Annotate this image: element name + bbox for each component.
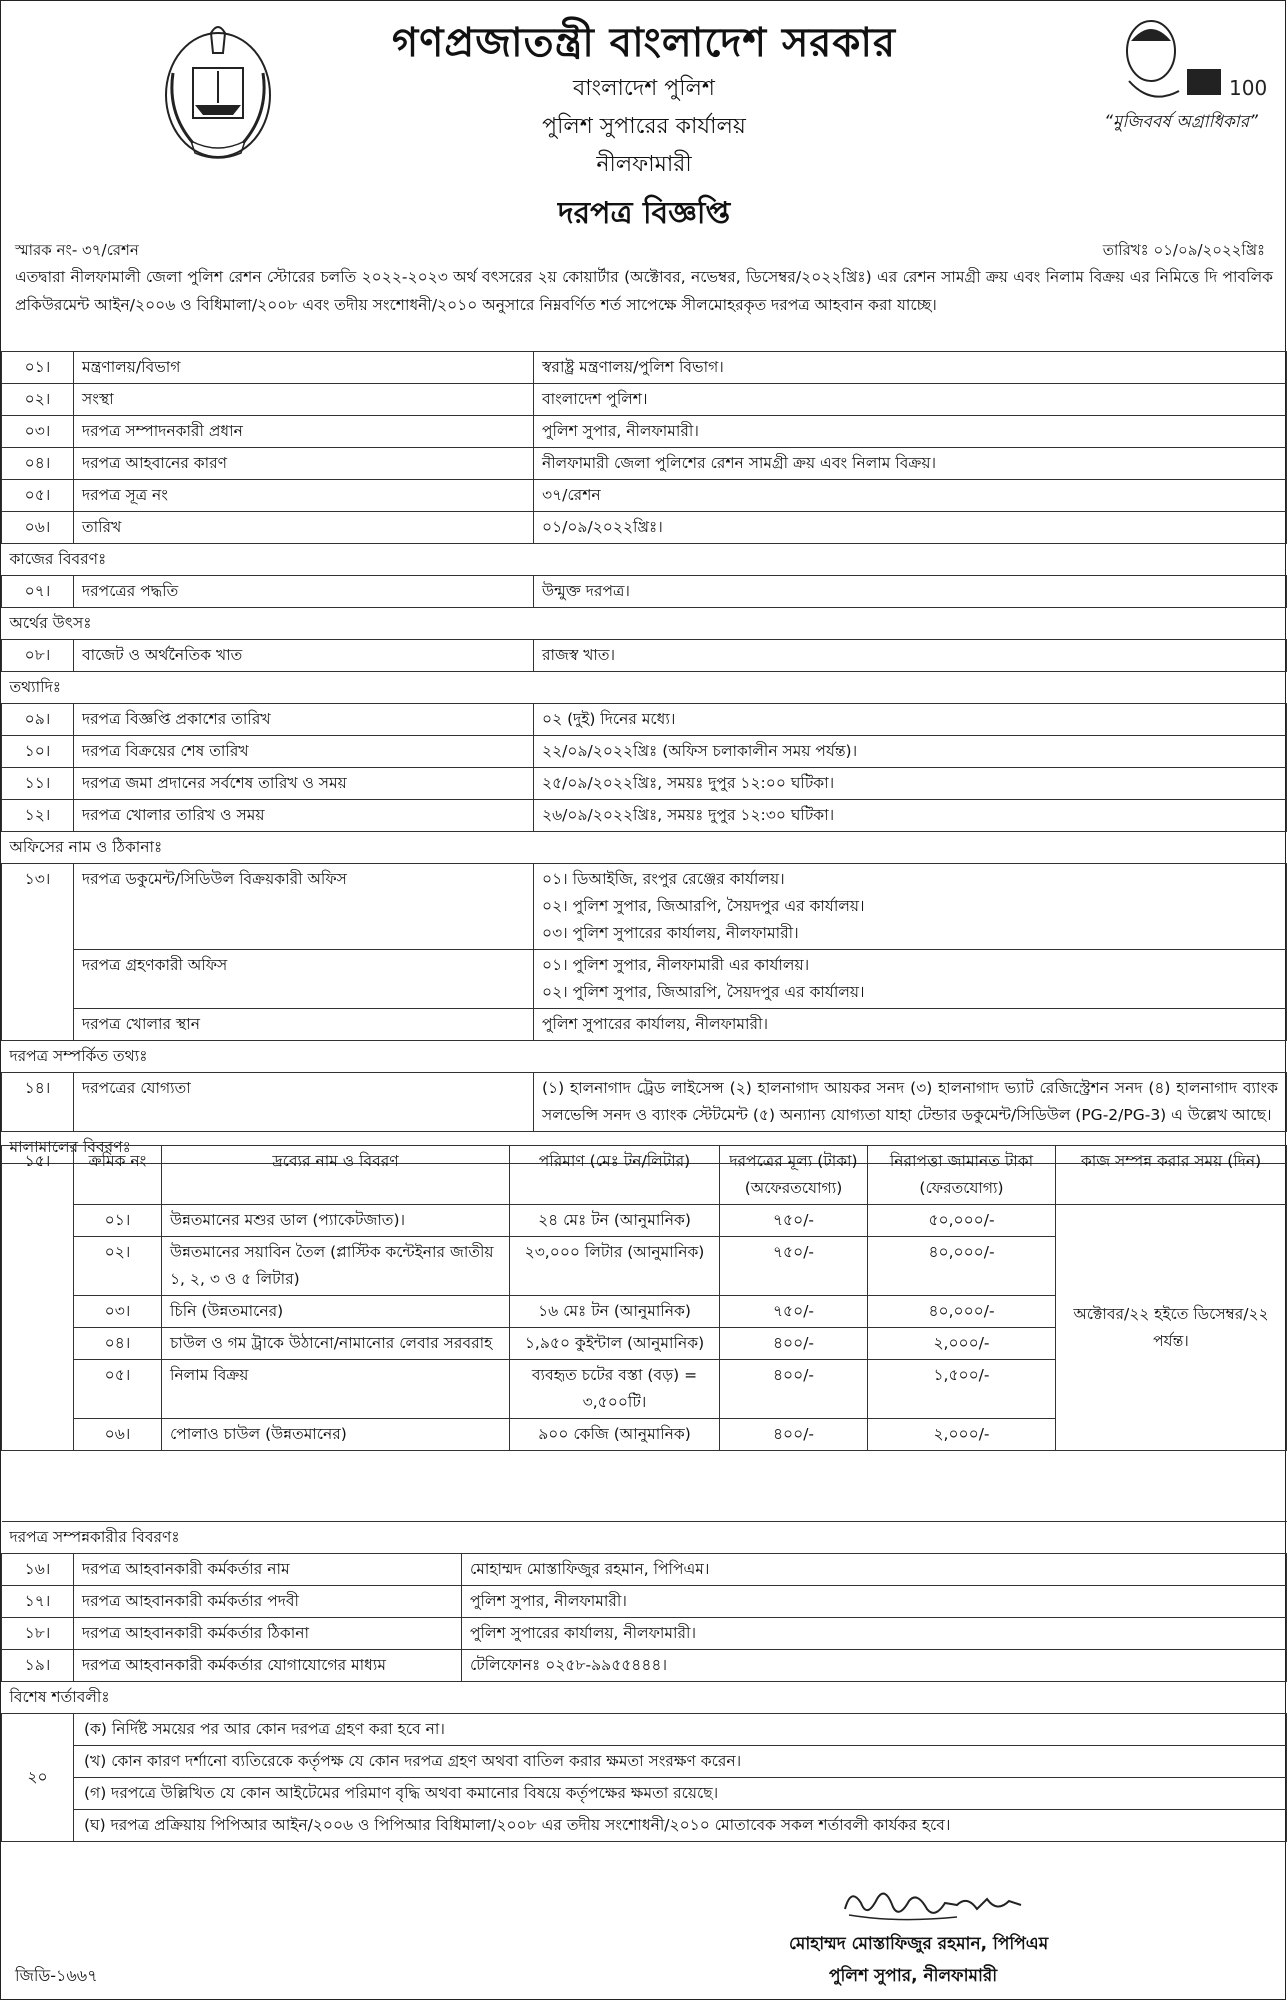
item-price: ৭৫০/- <box>720 1296 868 1328</box>
office-line: ০১। পুলিশ সুপার, নীলফামারী এর কার্যালয়। <box>542 956 810 974</box>
row-key: দরপত্র খোলার তারিখ ও সময় <box>74 800 534 832</box>
table-row <box>2 1586 1287 1618</box>
table-row <box>2 352 1287 384</box>
row-value: মোহাম্মদ মোস্তাফিজুর রহমান, পিপিএম। <box>462 1554 1287 1586</box>
item-qty: ৯০০ কেজি (আনুমানিক) <box>510 1419 720 1451</box>
section-heading-row <box>2 608 1287 640</box>
row-number: ০৪। <box>2 448 74 480</box>
table-row <box>2 1073 1287 1132</box>
table-row <box>2 768 1287 800</box>
item-qty: ১,৯৫০ কুইন্টাল (আনুমানিক) <box>510 1328 720 1360</box>
section-heading: কাজের বিবরণঃ <box>2 544 1287 576</box>
item-qty: ২৪ মেঃ টন (আনুমানিক) <box>510 1205 720 1237</box>
table-row <box>2 1650 1287 1682</box>
row-key: দরপত্র বিজ্ঞপ্তি প্রকাশের তারিখ <box>74 704 534 736</box>
tender-info-table <box>1 351 1287 1164</box>
table-row <box>2 950 1287 1009</box>
row-key: দরপত্র গ্রহণকারী অফিস <box>74 950 534 1009</box>
table-row <box>2 1205 1287 1237</box>
row-value: ০১/০৯/২০২২খ্রিঃ। <box>534 512 1287 544</box>
office-title: পুলিশ সুপারের কার্যালয় <box>542 114 746 139</box>
table-row <box>2 448 1287 480</box>
item-sl: ০৫। <box>74 1360 162 1419</box>
row-key: দরপত্র জমা প্রদানের সর্বশেষ তারিখ ও সময় <box>74 768 534 800</box>
item-security: ৪০,০০০/- <box>868 1237 1056 1296</box>
signatory-designation: পুলিশ সুপার, নীলফামারী <box>829 1966 998 1986</box>
table-row <box>2 864 1287 950</box>
row-key: দরপত্র আহবানকারী কর্মকর্তার পদবী <box>74 1586 462 1618</box>
row-key: দরপত্র সম্পাদনকারী প্রধান <box>74 416 534 448</box>
table-row <box>2 576 1287 608</box>
row-key: দরপত্র ডকুমেন্ট/সিডিউল বিক্রয়কারী অফিস <box>74 864 534 950</box>
item-name: চিনি (উন্নতমানের) <box>162 1296 510 1328</box>
item-security: ৪০,০০০/- <box>868 1296 1056 1328</box>
section-heading: মালামালের বিবরণঃ <box>2 1132 1287 1164</box>
item-name: চাউল ও গম ট্রাকে উঠানো/নামানোর লেবার সরবরাহ <box>162 1328 510 1360</box>
section-heading-row <box>2 832 1287 864</box>
item-name: পোলাও চাউল (উন্নতমানের) <box>162 1419 510 1451</box>
row-value <box>534 864 1287 950</box>
section-heading: অফিসের নাম ও ঠিকানাঃ <box>2 832 1287 864</box>
row-value: পুলিশ সুপার, নীলফামারী। <box>534 416 1287 448</box>
item-qty: ব্যবহৃত চটের বস্তা (বড়) = ৩,৫০০টি। <box>510 1360 720 1419</box>
item-sl: ০৪। <box>74 1328 162 1360</box>
row-number: ১৭। <box>2 1586 74 1618</box>
section-heading: অর্থের উৎসঃ <box>2 608 1287 640</box>
completion-time: অক্টোবর/২২ হইতে ডিসেম্বর/২২ পর্যন্ত। <box>1056 1205 1287 1451</box>
svg-text:100: 100 <box>1229 76 1268 100</box>
section-heading-row <box>2 1682 1287 1714</box>
table-row <box>2 384 1287 416</box>
col-header-qty: পরিমাণ (মেঃ টন/লিটার) <box>510 1146 720 1205</box>
row-number: ০১। <box>2 352 74 384</box>
office-line: ০১। ডিআইজি, রংপুর রেঞ্জের কার্যালয়। <box>542 870 785 888</box>
item-name: উন্নতমানের মশুর ডাল (প্যাকেটজাত)। <box>162 1205 510 1237</box>
row-number: ১৫। <box>2 1146 74 1451</box>
row-value: রাজস্ব খাত। <box>534 640 1287 672</box>
item-security: ২,০০০/- <box>868 1328 1056 1360</box>
section-heading-row <box>2 672 1287 704</box>
row-value: পুলিশ সুপারের কার্যালয়, নীলফামারী। <box>462 1618 1287 1650</box>
section-heading: তথ্যাদিঃ <box>2 672 1287 704</box>
item-sl: ০২। <box>74 1237 162 1296</box>
row-number: ০৩। <box>2 416 74 448</box>
row-number: ১৮। <box>2 1618 74 1650</box>
item-qty: ২৩,০০০ লিটার (আনুমানিক) <box>510 1237 720 1296</box>
term-item: (ঘ) দরপত্র প্রক্রিয়ায় পিপিআর আইন/২০০৬ ও পিপিআর বিধিমালা/২০০৮ এর তদীয় সংশোধনী/২০১০ মোতাবেক সকল শর্তাবলী কার্যকর হবে। <box>84 1816 951 1834</box>
row-value: ০২ (দুই) দিনের মধ্যে। <box>534 704 1287 736</box>
term-item: (ক) নির্দিষ্ট সময়ের পর আর কোন দরপত্র গ্রহণ করা হবে না। <box>74 1714 1286 1746</box>
row-value: পুলিশ সুপার, নীলফামারী। <box>462 1586 1287 1618</box>
row-number: ০৭। <box>2 576 74 608</box>
memo-number: স্মারক নং- ৩৭/রেশন <box>15 241 139 259</box>
table-row <box>2 800 1287 832</box>
row-number: ১২। <box>2 800 74 832</box>
goods-table <box>1 1145 1287 1451</box>
notice-date: তারিখঃ ০১/০৯/২০২২খ্রিঃ <box>1102 241 1265 259</box>
row-value: পুলিশ সুপারের কার্যালয়, নীলফামারী। <box>534 1009 1287 1041</box>
section-heading: দরপত্র সম্পর্কিত তথ্যঃ <box>2 1041 1287 1073</box>
row-key: মন্ত্রণালয়/বিভাগ <box>74 352 534 384</box>
row-key: দরপত্র খোলার স্থান <box>74 1009 534 1041</box>
item-sl: ০১। <box>74 1205 162 1237</box>
col-header-name: দ্রব্যের নাম ও বিবরণ <box>162 1146 510 1205</box>
table-row <box>2 512 1287 544</box>
item-security: ১,৫০০/- <box>868 1360 1056 1419</box>
row-number: ২০ <box>2 1714 74 1842</box>
row-number: ০৮। <box>2 640 74 672</box>
notice-title: দরপত্র বিজ্ঞপ্তি <box>557 196 731 231</box>
row-number: ০৯। <box>2 704 74 736</box>
item-sl: ০৬। <box>74 1419 162 1451</box>
office-line: ০২। পুলিশ সুপার, জিআরপি, সৈয়দপুর এর কার্যালয়। <box>542 897 865 915</box>
terms-list <box>74 1714 1287 1842</box>
section-heading-row <box>2 544 1287 576</box>
item-price: ৪০০/- <box>720 1360 868 1419</box>
term-item: (খ) কোন কারণ দর্শানো ব্যতিরেকে কর্তৃপক্ষ যে কোন দরপত্র গ্রহণ অথবা বাতিল করার ক্ষমতা সংরক্ষণ করেন। <box>74 1746 1286 1778</box>
mujib-caption: “মুজিববর্ষ অগ্রাধিকার” <box>1104 112 1258 132</box>
row-number: ১৬। <box>2 1554 74 1586</box>
row-value: বাংলাদেশ পুলিশ। <box>534 384 1287 416</box>
signature-icon <box>837 1879 1027 1927</box>
row-number: ১৯। <box>2 1650 74 1682</box>
item-security: ২,০০০/- <box>868 1419 1056 1451</box>
row-key: দরপত্র সূত্র নং <box>74 480 534 512</box>
office-line: ০২। পুলিশ সুপার, জিআরপি, সৈয়দপুর এর কার্যালয়। <box>542 983 865 1001</box>
row-key: দরপত্র আহবানকারী কর্মকর্তার ঠিকানা <box>74 1618 462 1650</box>
row-value: নীলফামারী জেলা পুলিশের রেশন সামগ্রী ক্রয় এবং নিলাম বিক্রয়। <box>534 448 1287 480</box>
row-number: ১১। <box>2 768 74 800</box>
table-row <box>2 1554 1287 1586</box>
row-value: টেলিফোনঃ ০২৫৮-৯৯৫৫৪৪৪। <box>462 1650 1287 1682</box>
item-name: নিলাম বিক্রয় <box>162 1360 510 1419</box>
col-header-sl: ক্রমিক নং <box>74 1146 162 1205</box>
gd-number: জিডি-১৬৬৭ <box>15 1966 98 1985</box>
row-key: দরপত্র আহবানকারী কর্মকর্তার যোগাযোগের মাধ্যম <box>74 1650 462 1682</box>
govt-title: গণপ্রজাতন্ত্রী বাংলাদেশ সরকার <box>392 20 896 66</box>
table-row <box>2 640 1287 672</box>
row-value <box>534 950 1287 1009</box>
dept-title: বাংলাদেশ পুলিশ <box>573 76 715 101</box>
row-value: উন্মুক্ত দরপত্র। <box>534 576 1287 608</box>
item-sl: ০৩। <box>74 1296 162 1328</box>
row-number: ১০। <box>2 736 74 768</box>
signatory-name: মোহাম্মদ মোস্তাফিজুর রহমান, পিপিএম <box>789 1934 1049 1954</box>
row-value: (১) হালনাগাদ ট্রেড লাইসেন্স (২) হালনাগাদ আয়কর সনদ (৩) হালনাগাদ ভ্যাট রেজিস্ট্রেশন সনদ (৪) হালনাগাদ ব্যাংক সলভেন্সি সনদ ও ব্যাংক স্টেটমেন্ট (৫) অন্যান্য যোগ্যতা যাহা টেন্ডার ডকুমেন্ট/সিডিউল (PG-2/PG-3) এ উল্লেখ আছে। <box>534 1073 1287 1132</box>
row-value: ২২/০৯/২০২২খ্রিঃ (অফিস চলাকালীন সময় পর্যন্ত)। <box>534 736 1287 768</box>
row-key: দরপত্র বিক্রয়ের শেষ তারিখ <box>74 736 534 768</box>
officer-terms-table <box>1 1521 1287 1842</box>
row-key: দরপত্রের যোগ্যতা <box>74 1073 534 1132</box>
item-price: ৪০০/- <box>720 1419 868 1451</box>
table-row <box>2 736 1287 768</box>
row-key: বাজেট ও অর্থনৈতিক খাত <box>74 640 534 672</box>
row-key: দরপত্রের পদ্ধতি <box>74 576 534 608</box>
district-title: নীলফামারী <box>596 152 692 177</box>
item-security: ৫০,০০০/- <box>868 1205 1056 1237</box>
row-number: ০৫। <box>2 480 74 512</box>
table-row <box>2 416 1287 448</box>
intro-paragraph: এতদ্বারা নীলফামালী জেলা পুলিশ রেশন স্টোরের চলতি ২০২২-২০২৩ অর্থ বৎসরের ২য় কোয়ার্টার (অক্টোবর, নভেম্বর, ডিসেম্বর/২০২২খ্রিঃ) এর রেশন সামগ্রী ক্রয় এবং নিলাম বিক্রয় এর নিমিত্তে দি পাবলিক প্রকিউরমেন্ট আইন/২০০৬ ও বিধিমালা/২০০৮ এবং তদীয় সংশোধনী/২০১০ অনুসারে নিম্নবর্ণিত শর্ত সাপেক্ষে সীলমোহরকৃত দরপত্র আহবান করা যাচ্ছে। <box>15 268 1273 314</box>
table-row <box>2 704 1287 736</box>
col-header-time: কাজ সম্পন্ন করার সময় (দিন) <box>1056 1146 1287 1205</box>
item-price: ৪০০/- <box>720 1328 868 1360</box>
item-price: ৭৫০/- <box>720 1237 868 1296</box>
row-value: ২৬/০৯/২০২২খ্রিঃ, সময়ঃ দুপুর ১২:৩০ ঘটিকা। <box>534 800 1287 832</box>
section-heading-row <box>2 1041 1287 1073</box>
col-header-price: দরপত্রের মূল্য (টাকা) (অফেরতযোগ্য) <box>720 1146 868 1205</box>
row-key: দরপত্র আহবানকারী কর্মকর্তার নাম <box>74 1554 462 1586</box>
section-heading: দরপত্র সম্পন্নকারীর বিবরণঃ <box>2 1522 1287 1554</box>
term-item: (গ) দরপত্রে উল্লিখিত যে কোন আইটেমের পরিমাণ বৃদ্ধি অথবা কমানোর বিষয়ে কর্তৃপক্ষের ক্ষমতা রয়েছে। <box>74 1778 1286 1810</box>
row-number: ১৩। <box>2 864 74 1041</box>
table-row <box>2 480 1287 512</box>
table-row <box>2 1618 1287 1650</box>
header <box>1 1 1287 239</box>
row-value: ২৫/০৯/২০২২খ্রিঃ, সময়ঃ দুপুর ১২:০০ ঘটিকা। <box>534 768 1287 800</box>
office-line: ০৩। পুলিশ সুপারের কার্যালয়, নীলফামারী। <box>542 924 799 942</box>
row-key: দরপত্র আহবানের কারণ <box>74 448 534 480</box>
row-number: ০২। <box>2 384 74 416</box>
row-number: ১৪। <box>2 1073 74 1132</box>
row-number: ০৬। <box>2 512 74 544</box>
table-row <box>2 1009 1287 1041</box>
terms-row <box>2 1714 1287 1842</box>
row-key: সংস্থা <box>74 384 534 416</box>
col-header-security: নিরাপত্তা জামানত টাকা (ফেরতযোগ্য) <box>868 1146 1056 1205</box>
item-qty: ১৬ মেঃ টন (আনুমানিক) <box>510 1296 720 1328</box>
section-heading-row <box>2 1522 1287 1554</box>
item-price: ৭৫০/- <box>720 1205 868 1237</box>
section-heading: বিশেষ শর্তাবলীঃ <box>2 1682 1287 1714</box>
row-key: তারিখ <box>74 512 534 544</box>
row-value: স্বরাষ্ট্র মন্ত্রণালয়/পুলিশ বিভাগ। <box>534 352 1287 384</box>
row-value: ৩৭/রেশন <box>534 480 1287 512</box>
item-name: উন্নতমানের সয়াবিন তৈল (প্লাস্টিক কন্টেইনার জাতীয় ১, ২, ৩ ও ৫ লিটার) <box>162 1237 510 1296</box>
goods-header-row <box>2 1146 1287 1205</box>
